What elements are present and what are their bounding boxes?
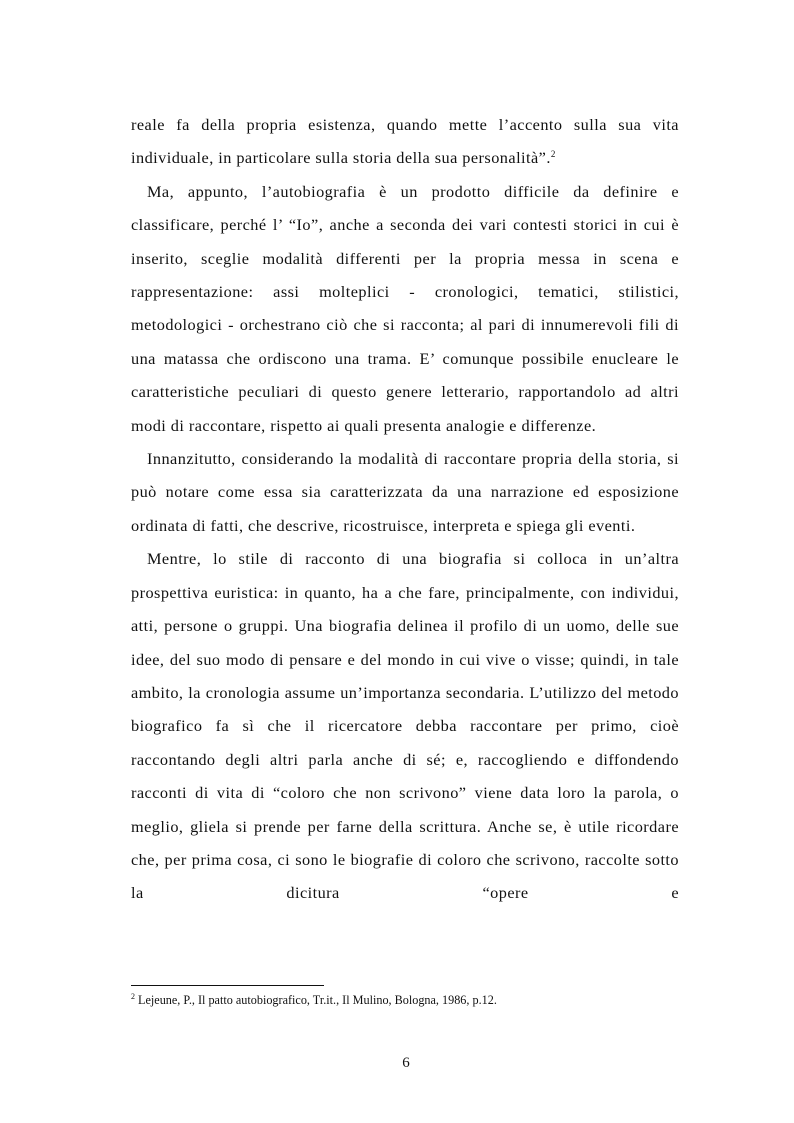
page-number: 6 <box>402 1055 410 1071</box>
paragraph-autobiography-definition: Ma, appunto, l’autobiografia è un prodotto difficile da definire e classificare, perché l’ “Io”, anche a seconda dei vari contesti storici in cui è inserito, sceglie modalità differenti per la propria messa in scena e rappresentazione: assi molteplici - cronologici, tematici, stilistici, metodologici - orchestrano ciò che si racconta; al pari di innumerevoli fili di una matassa che ordiscono una trama. E’ comunque possibile enucleare le caratteristiche peculiari di questo genere letterario, rapportandolo ad altri modi di raccontare, rispetto ai quali presenta analogie e differenze. <box>131 181 679 435</box>
footnote-separator <box>131 985 324 986</box>
paragraph-continued: reale fa della propria esistenza, quando mette l’accento sulla sua vita individuale, in particolare sulla storia della sua personalità”.$^2$ <box>131 115 679 168</box>
footnote-reference: 2 <box>550 149 556 160</box>
paragraph-biography-style: Mentre, lo stile di racconto di una biografia si colloca in un’altra prospettiva euristica: in quanto, ha a che fare, principalmente, con individui, atti, persone o gruppi. Una biografia delinea il profilo di un uomo, delle sue idee, del suo modo di pensare e del mondo in cui vive o visse; quindi, in tale ambito, la cronologia assume un’importanza secondaria. L’utilizzo del metodo biografico fa sì che il ricercatore debba raccontare per primo, cioè raccontando degli altri parla anche di sé; e, raccogliendo e diffondendo racconti di vita di “coloro che non scrivono” viene data loro la parola, o meglio, gliela si prende per farne della scrittura. Anche se, è utile ricordare che, per prima cosa, ci sono le biografie di coloro che scrivono, raccolte sotto la dicitura “opere e <box>131 549 679 903</box>
footnote-marker: 2 <box>131 992 135 1001</box>
paragraph-history-narration: Innanzitutto, considerando la modalità di raccontare propria della storia, si può notare come essa sia caratterizzata da una narrazione ed esposizione ordinata di fatti, che descrive, ricostruisce, interpreta e spiega gli eventi. <box>131 449 679 535</box>
footnote <box>131 993 691 1008</box>
body-text <box>131 108 679 910</box>
footnote-text: Lejeune, P., Il patto autobiografico, Tr.it., Il Mulino, Bologna, 1986, p.12. <box>138 993 497 1007</box>
